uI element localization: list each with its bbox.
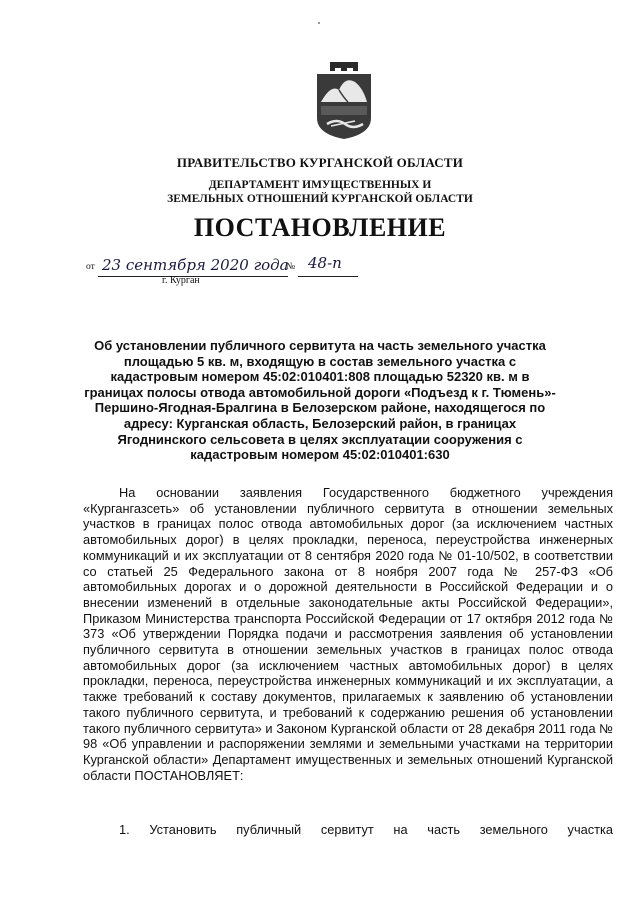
city: г. Курган <box>162 275 200 286</box>
point-1: 1. Установить публичный сервитут на часть земельного участка <box>119 822 613 837</box>
scan-speck <box>318 22 320 24</box>
number-prefix: № <box>286 262 296 272</box>
kurgan-region-coat-of-arms-icon <box>315 62 373 140</box>
department-line-1: ДЕПАРТАМЕНТ ИМУЩЕСТВЕННЫХ И <box>208 179 432 191</box>
department-name <box>0 178 640 206</box>
document-subject: Об установлении публичного сервитута на часть земельного участка площадью 5 кв. м, входящую в состав земельного участка с кадастровым номером 45:02:010401:808 площадью 52320 кв. м в границах полосы отвода автомобильной дороги «Подъезд к г. Тюмень»-Першино-Ягодная-Бралгина в Белозерском районе, находящегося по адресу: Курганская область, Белозерский район, в границах Ягоднинского сельсовета в целях эксплуатации сооружения с кадастровым номером 45:02:010401:630 <box>84 338 556 463</box>
handwritten-number: 48-п <box>308 254 342 272</box>
document-meta <box>86 256 386 296</box>
date-prefix: от <box>86 262 95 272</box>
body-paragraph: На основании заявления Государственного бюджетного учреждения «Кургангазсеть» об установлении публичного сервитута в отношении земельных участков в границах полос отвода автомобильных дорог (за исключением частных автомобильных дорог) в целях прокладки, переноса, переустройства инженерных коммуникаций и их эксплуатации от 8 сентября 2020 года № 01-10/502, в соответствии со статьей 25 Федерального закона от 8 ноября 2007 года № 257-ФЗ «Об автомобильных дорогах и о дорожной деятельности в Российской Федерации и о внесении изменений в отдельные законодательные акты Российской Федерации», Приказом Министерства транспорта Российской Федерации от 17 октября 2012 года № 373 «Об утверждении Порядка подачи и рассмотрения заявления об установлении публичного сервитута в отношении земельных участков в границах полос отвода автомобильных дорог (за исключением частных автомобильных дорог) в целях прокладки, переноса, переустройства инженерных коммуникаций и их эксплуатации, а также требований к составу документов, прилагаемых к заявлению об установлении такого публичного сервитута, и требований к содержанию решения об установлении такого публичного сервитута» и Законом Курганской области от 28 декабря 2011 года № 98 «Об управлении и распоряжении землями и земельными участками на территории Курганской области» Департамент имущественных и земельных отношений Курганской области ПОСТАНОВЛЯЕТ: <box>83 485 613 783</box>
handwritten-date: 23 сентября 2020 года <box>102 256 289 274</box>
document-type: ПОСТАНОВЛЕНИЕ <box>193 213 447 242</box>
government-title: ПРАВИТЕЛЬСТВО КУРГАНСКОЙ ОБЛАСТИ <box>176 155 464 170</box>
number-underline <box>298 276 358 277</box>
department-line-2: ЗЕМЕЛЬНЫХ ОТНОШЕНИЙ КУРГАНСКОЙ ОБЛАСТИ <box>167 193 473 205</box>
